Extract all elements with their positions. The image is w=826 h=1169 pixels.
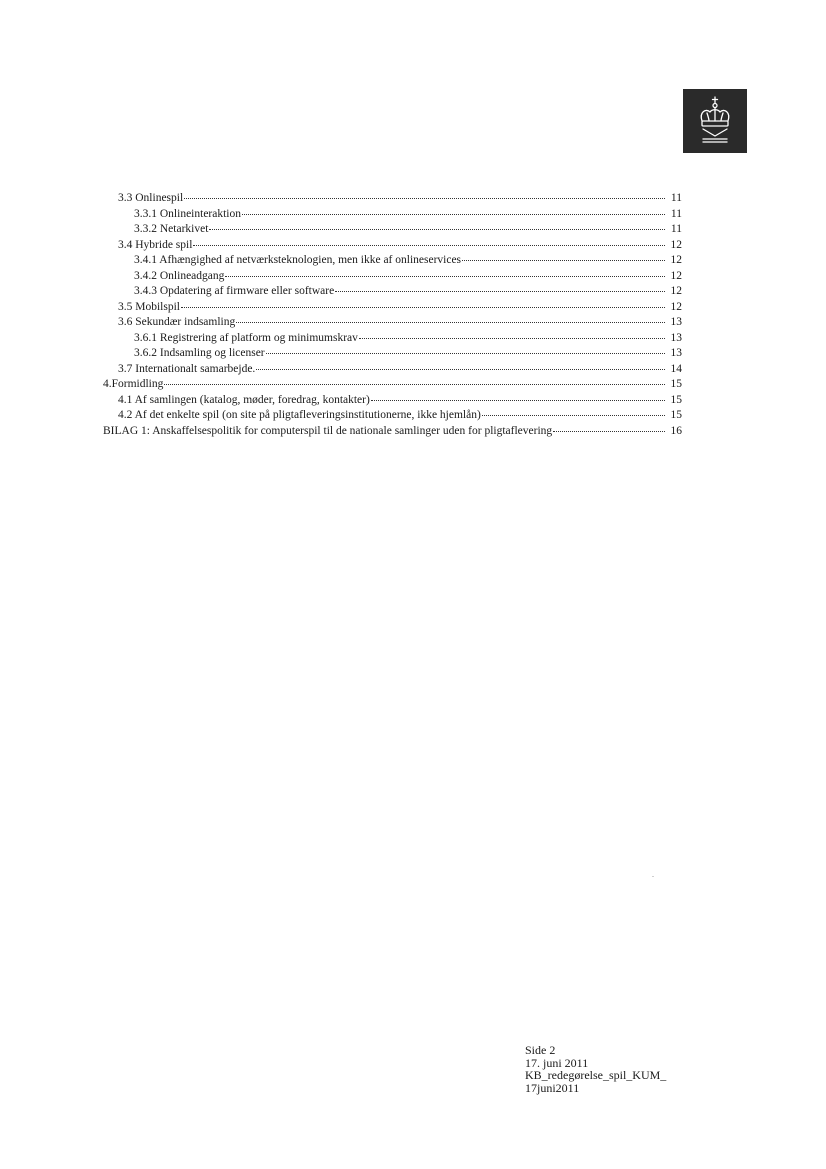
toc-entry-title: 3.3 Onlinespil [118, 192, 184, 204]
toc-entry-title: 3.3.2 Netarkivet [134, 223, 209, 235]
toc-leader-dots [482, 405, 665, 416]
toc-entry-title: 4.2 Af det enkelte spil (on site på pligtafleveringsinstitutionerne, ikke hjemlån) [118, 409, 481, 421]
royal-crown-logo [683, 89, 747, 153]
toc-entry[interactable] [134, 345, 682, 359]
toc-entry[interactable] [118, 407, 682, 421]
toc-entry-page: 14 [670, 362, 682, 375]
toc-leader-dots [359, 328, 665, 339]
toc-entry[interactable] [118, 361, 682, 375]
toc-leader-dots [462, 250, 665, 261]
footer-date: 17. juni 2011 [525, 1055, 589, 1070]
toc-entry-title: 3.5 Mobilspil [118, 300, 180, 313]
toc-entry[interactable] [134, 268, 682, 282]
toc-entry-title: 3.4.3 Opdatering af firmware eller software [134, 285, 335, 297]
toc-entry[interactable] [118, 314, 682, 328]
toc-leader-dots [181, 297, 665, 308]
toc-entry-title: 3.4 Hybride spil [118, 238, 193, 251]
toc-entry-title: 3.6 Sekundær indsamling [118, 316, 236, 328]
toc-entry[interactable] [118, 190, 682, 204]
toc-entry-page: 12 [670, 300, 682, 313]
toc-entry[interactable] [134, 283, 682, 297]
toc-leader-dots [193, 235, 665, 246]
toc-entry[interactable] [118, 392, 682, 406]
toc-entry-title: 3.4.2 Onlineadgang [134, 269, 225, 282]
toc-leader-dots [266, 343, 665, 354]
toc-entry[interactable] [134, 221, 682, 235]
page-number: Side 2 [525, 1043, 556, 1057]
toc-leader-dots [553, 421, 665, 432]
page-footer [525, 1044, 666, 1094]
scan-speck [652, 876, 654, 877]
toc-entry[interactable] [134, 330, 682, 344]
toc-entry-page: 15 [670, 378, 682, 390]
toc-leader-dots [256, 359, 665, 370]
toc-entry-page: 13 [670, 331, 682, 344]
toc-leader-dots [164, 374, 665, 385]
toc-entry-page: 12 [670, 285, 682, 297]
toc-entry-page: 13 [670, 316, 682, 328]
toc-entry-page: 15 [670, 409, 682, 421]
crown-icon [683, 89, 747, 153]
toc-entry-page: 15 [670, 393, 682, 406]
toc-entry-title: 3.7 Internationalt samarbejde. [118, 362, 256, 375]
toc-entry[interactable] [134, 206, 682, 220]
toc-leader-dots [371, 390, 665, 401]
toc-leader-dots [236, 312, 665, 323]
toc-entry-page: 16 [670, 424, 682, 437]
toc-entry-page: 12 [670, 238, 682, 251]
toc-leader-dots [225, 266, 665, 277]
toc-entry-page: 11 [670, 223, 682, 235]
toc-entry-title: 3.6.2 Indsamling og licenser [134, 347, 265, 359]
footer-filename-line1: KB_redegørelse_spil_KUM_ [525, 1068, 667, 1082]
toc-entry[interactable] [103, 376, 682, 390]
toc-entry-title: 4.Formidling [103, 378, 164, 390]
toc-entry-page: 11 [670, 207, 682, 220]
toc-entry-title: 3.4.1 Afhængighed af netværksteknologien, men ikke af onlineservices [134, 254, 462, 266]
toc-entry[interactable] [118, 237, 682, 251]
toc-entry-page: 12 [670, 254, 682, 266]
toc-entry-title: BILAG 1: Anskaffelsespolitik for computerspil til de nationale samlinger uden for pligtaflevering [103, 424, 553, 437]
toc-entry-title: 3.6.1 Registrering af platform og minimumskrav [134, 331, 358, 344]
toc-entry[interactable] [118, 299, 682, 313]
toc-entry-title: 3.3.1 Onlineinteraktion [134, 207, 241, 220]
toc-entry[interactable] [103, 423, 682, 437]
toc-entry-title: 4.1 Af samlingen (katalog, møder, foredrag, kontakter) [118, 393, 370, 406]
toc-leader-dots [242, 204, 665, 215]
toc-entry-page: 12 [670, 269, 682, 282]
toc-leader-dots [209, 219, 665, 230]
toc-entry[interactable] [134, 252, 682, 266]
toc-entry-page: 11 [670, 192, 682, 204]
toc-leader-dots [335, 281, 665, 292]
toc-leader-dots [184, 188, 665, 199]
toc-entry-page: 13 [670, 347, 682, 359]
footer-filename-line2: 17juni2011 [525, 1080, 580, 1095]
